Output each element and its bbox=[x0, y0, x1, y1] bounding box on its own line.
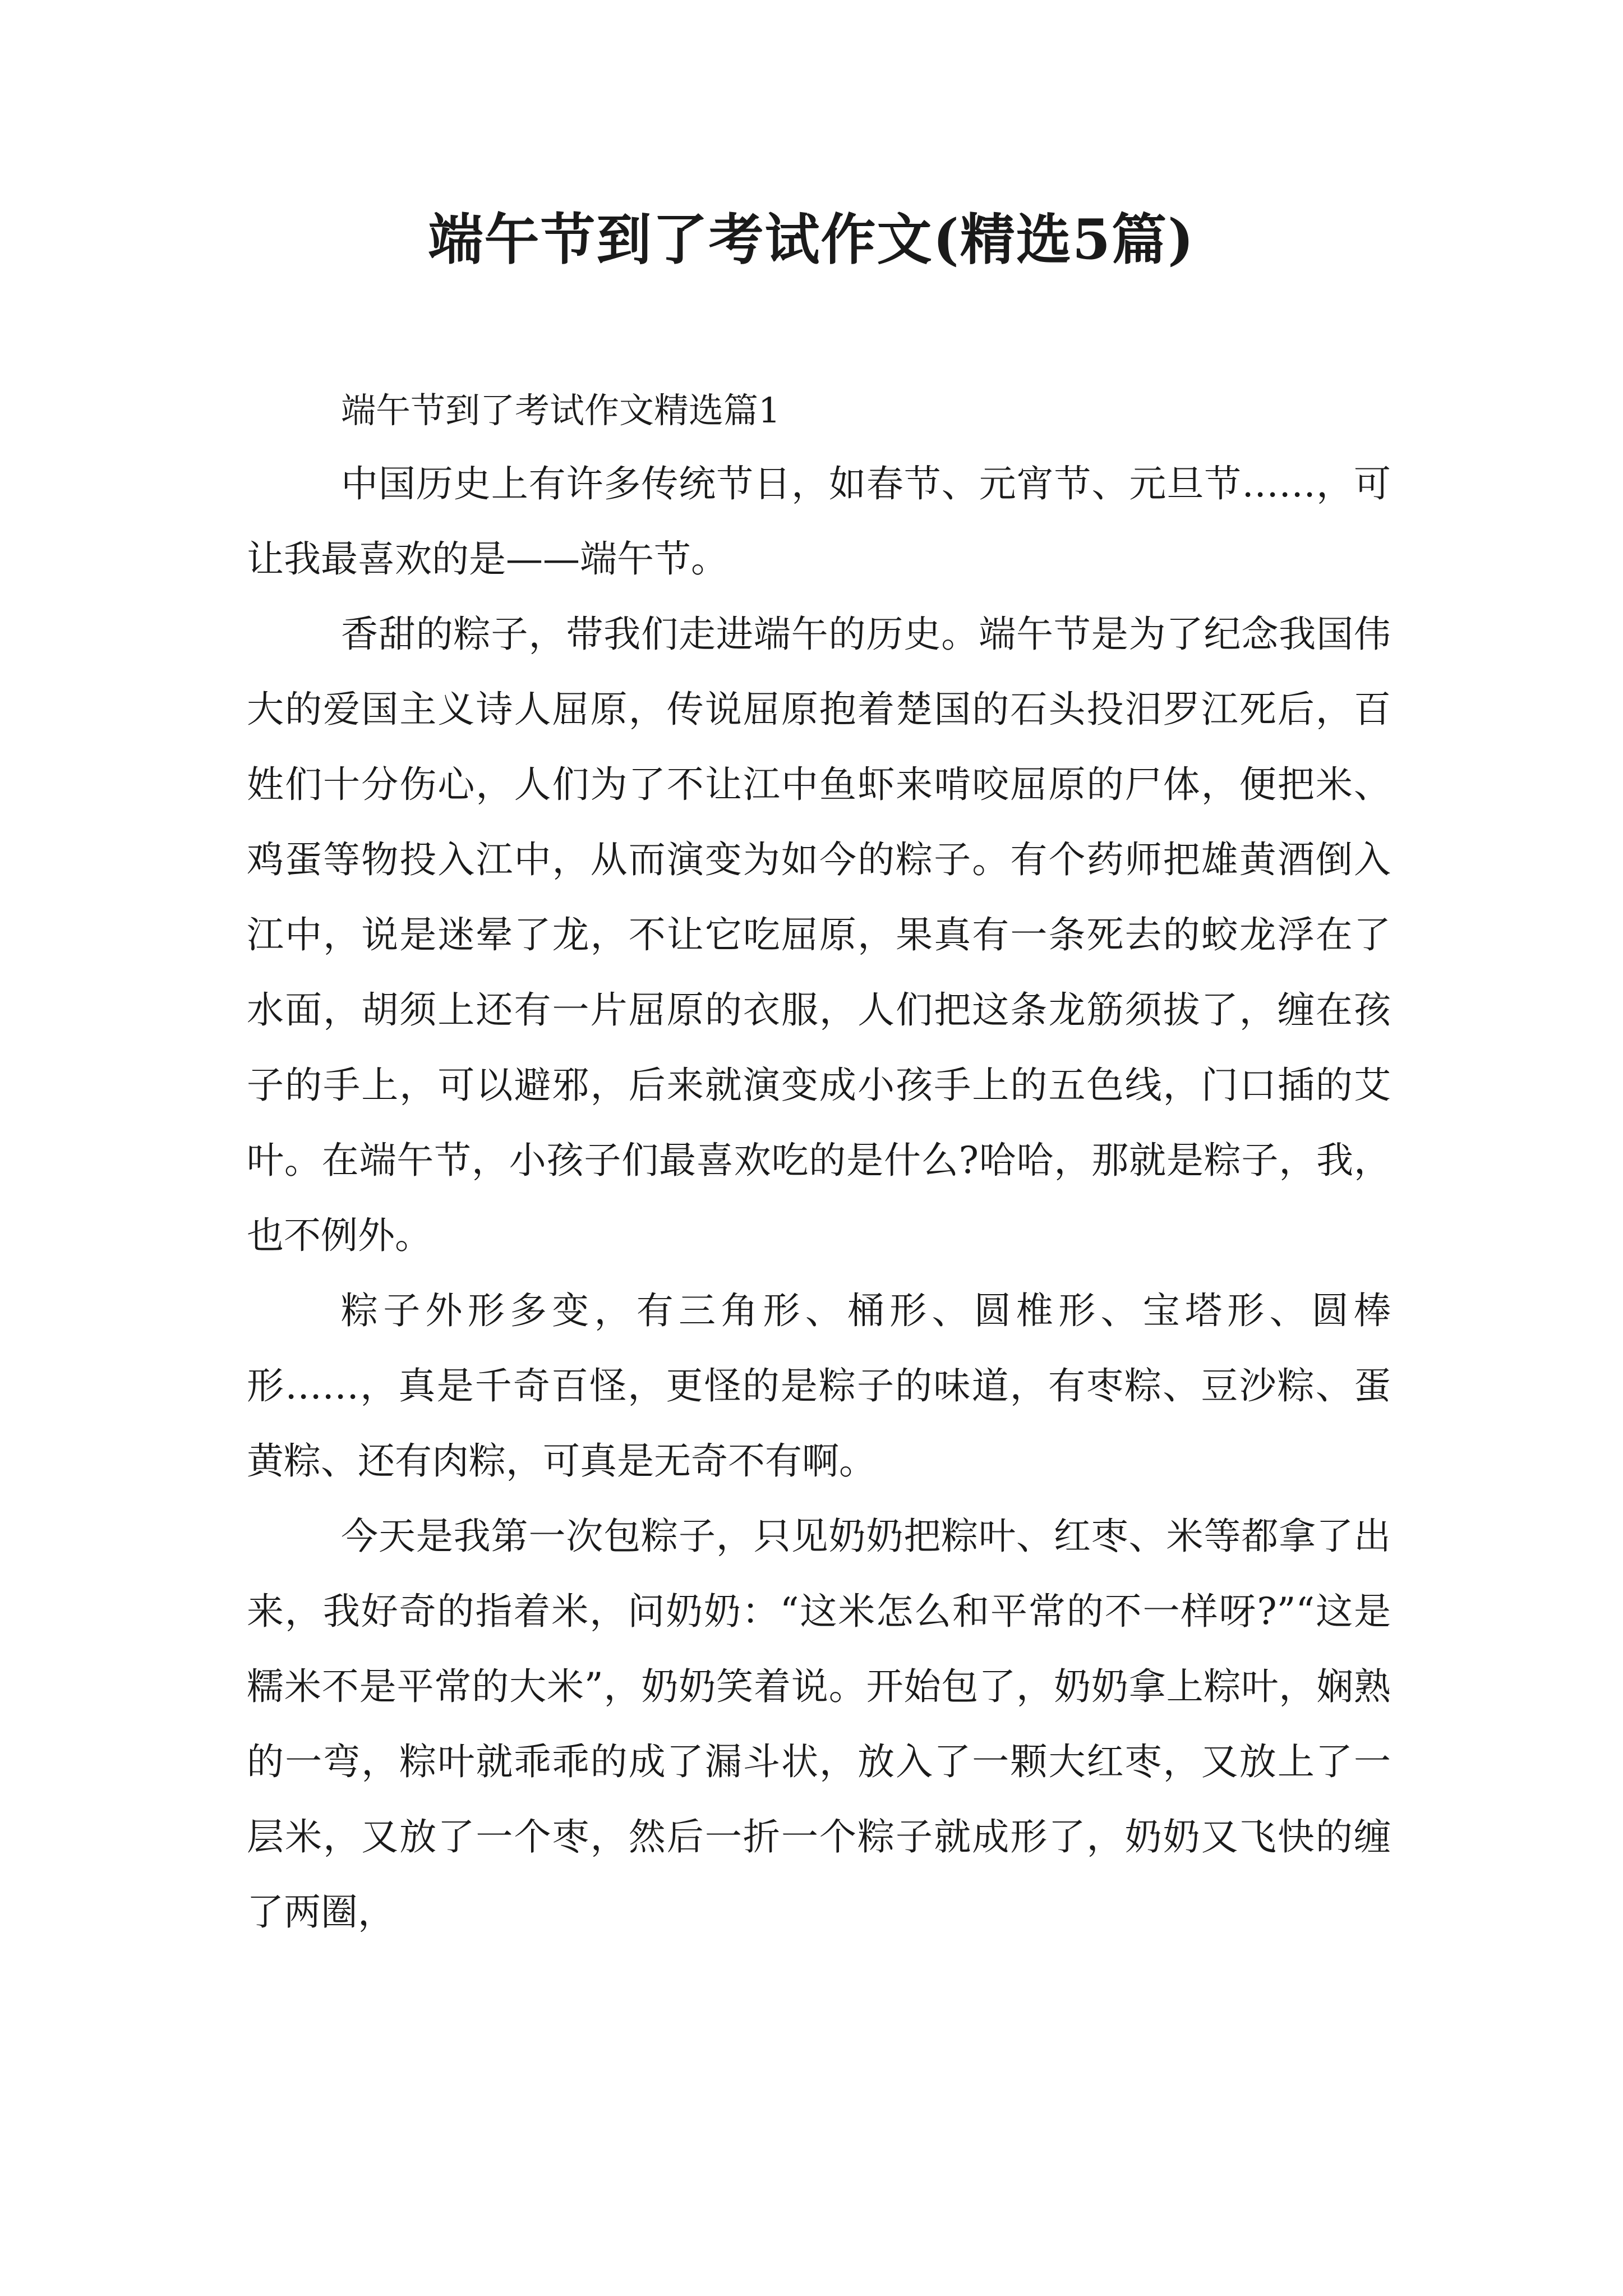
paragraph: 今天是我第一次包粽子，只见奶奶把粽叶、红枣、米等都拿了出来，我好奇的指着米，问奶奶：“这米怎么和平常的不一样呀?”“这是糯米不是平常的大米”，奶奶笑着说。开始包了，奶奶拿上粽叶，娴熟的一弯，粽叶就乖乖的成了漏斗状，放入了一颗大红枣，又放上了一层米，又放了一个枣，然后一折一个粽子就成形了，奶奶又飞快的缠了两圈， bbox=[247, 1515, 1391, 1934]
document-title: 端午节到了考试作文(精选5篇) bbox=[428, 208, 1195, 272]
paragraph: 中国历史上有许多传统节日，如春节、元宵节、元旦节……，可让我最喜欢的是——端午节。 bbox=[247, 462, 1391, 581]
document-body bbox=[247, 387, 1391, 1950]
paragraph: 香甜的粽子，带我们走进端午的历史。端午节是为了纪念我国伟大的爱国主义诗人屈原，传说屈原抱着楚国的石头投汨罗江死后，百姓们十分伤心，人们为了不让江中鱼虾来啃咬屈原的尸体，便把米、鸡蛋等物投入江中，从而演变为如今的粽子。有个药师把雄黄酒倒入江中，说是迷晕了龙，不让它吃屈原，果真有一条死去的蛟龙浮在了水面，胡须上还有一片屈原的衣服，人们把这条龙筋须拔了，缠在孩子的手上，可以避邪，后来就演变成小孩手上的五色线，门口插的艾叶。在端午节，小孩子们最喜欢吃的是什么?哈哈，那就是粽子，我，也不例外。 bbox=[247, 613, 1391, 1257]
paragraph: 粽子外形多变，有三角形、桶形、圆椎形、宝塔形、圆棒形……，真是千奇百怪，更怪的是粽子的味道，有枣粽、豆沙粽、蛋黄粽、还有肉粽，可真是无奇不有啊。 bbox=[247, 1289, 1391, 1483]
section-heading: 端午节到了考试作文精选篇1 bbox=[341, 390, 781, 431]
